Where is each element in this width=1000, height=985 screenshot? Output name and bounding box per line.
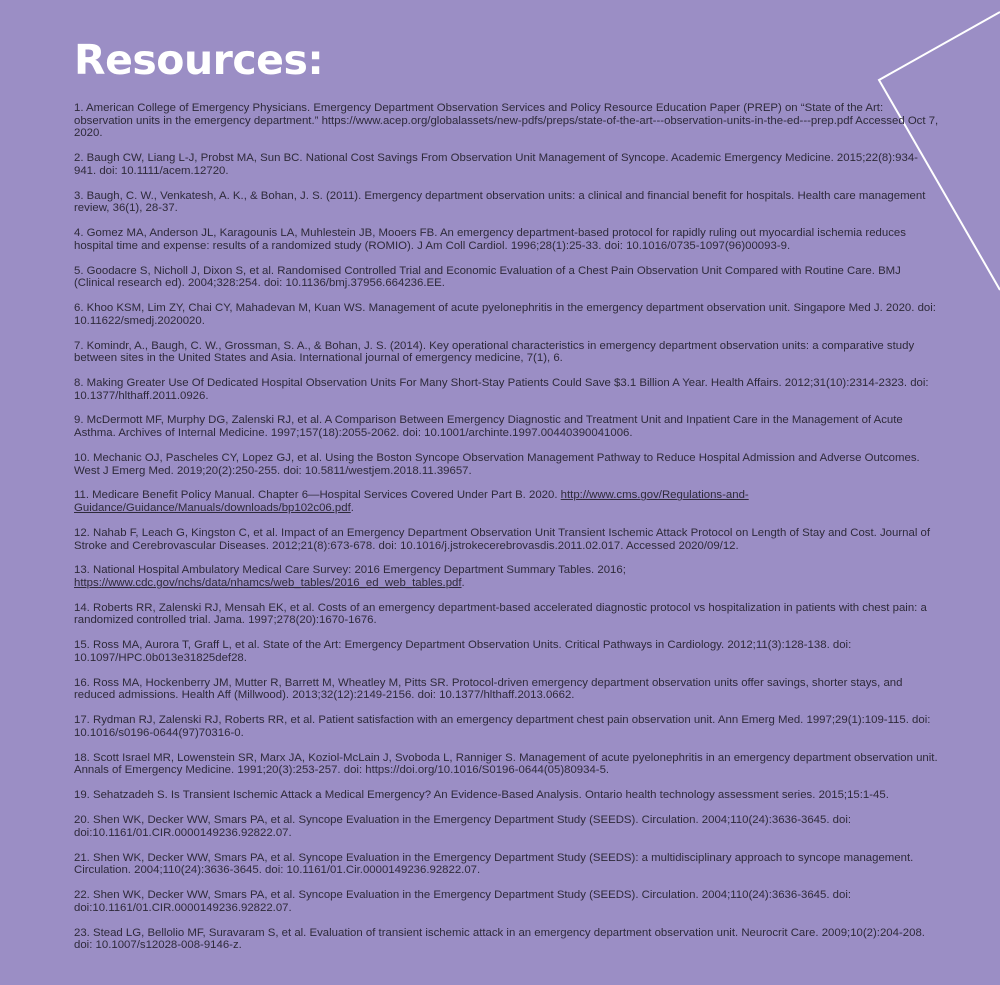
reference-text: 11. Medicare Benefit Policy Manual. Chapter 6—Hospital Services Covered Under Part B. 2020.	[74, 489, 561, 502]
reference-text: 9. McDermott MF, Murphy DG, Zalenski RJ, et al. A Comparison Between Emergency Diagnostic and Treatment Unit and Inpatient Care in the Management of Acute Asthma. Archives of Internal Medicine. 1997;157(18):2055-2062. doi: 10.1001/archinte.1997.00440390041006.	[74, 414, 903, 440]
reference-item	[74, 714, 940, 739]
reference-text: 4. Gomez MA, Anderson JL, Karagounis LA, Muhlestein JB, Mooers FB. An emergency department-based protocol for rapidly ruling out myocardial ischemia reduces hospital time and expense: results of a randomized study (ROMIO). J Am Coll Cardiol. 1996;28(1):25-33. doi: 10.1016/0735-1097(96)00093-9.	[74, 227, 906, 252]
reference-text: 8. Making Greater Use Of Dedicated Hospital Observation Units For Many Short-Stay Patients Could Save $3.1 Billion A Year. Health Affairs. 2012;31(10):2314-2323. doi: 10.1377/hlthaff.2011.0926.	[74, 376, 929, 402]
reference-text: 6. Khoo KSM, Lim ZY, Chai CY, Mahadevan M, Kuan WS. Management of acute pyelonephritis in the emergency department observation unit. Singapore Med J. 2020. doi: 10.11622/smedj.2020020.	[74, 302, 936, 327]
reference-link[interactable]: http://www.cms.gov/Regulations-and-Guidance/Guidance/Manuals/downloads/bp102c06.pdf	[74, 489, 749, 515]
reference-trailing-text: .	[350, 502, 354, 515]
reference-item	[74, 602, 940, 627]
reference-item	[74, 265, 940, 290]
reference-text: 1. American College of Emergency Physicians. Emergency Department Observation Services and Policy Resource Education Paper (PREP) on “State of the Art: observation units in the emergency department.” https://www.acep.org/globalassets/new-pdfs/preps/state-of-the-art---observation-units-in-the-ed---prep.pdf Accessed Oct 7, 2020.	[74, 102, 939, 140]
reference-item	[74, 527, 940, 552]
reference-text: 10. Mechanic OJ, Pascheles CY, Lopez GJ, et al. Using the Boston Syncope Observation Management Pathway to Reduce Hospital Admission and Adverse Outcomes. West J Emerg Med. 2019;20(2):250-255. doi: 10.5811/westjem.2018.11.39657.	[74, 451, 920, 477]
reference-text: 5. Goodacre S, Nicholl J, Dixon S, et al. Randomised Controlled Trial and Economic Evaluation of a Chest Pain Observation Unit Compared with Routine Care. BMJ (Clinical research ed). 2004;328:254. doi: 10.1136/bmj.37956.664236.EE.	[74, 264, 901, 290]
reference-item	[74, 190, 940, 215]
reference-text: 15. Ross MA, Aurora T, Graff L, et al. State of the Art: Emergency Department Observation Units. Critical Pathways in Cardiology. 2012;11(3):128-138. doi: 10.1097/HPC.0b013e31825def28.	[74, 639, 852, 664]
reference-text: 3. Baugh, C. W., Venkatesh, A. K., & Bohan, J. S. (2011). Emergency department observation units: a clinical and financial benefit for hospitals. Health care management review, 36(1), 28-37.	[74, 189, 926, 215]
reference-text: 17. Rydman RJ, Zalenski RJ, Roberts RR, et al. Patient satisfaction with an emergency department chest pain observation unit. Ann Emerg Med. 1997;29(1):109-115. doi: 10.1016/s0196-0644(97)70316-0.	[74, 714, 931, 739]
reference-trailing-text: .	[461, 577, 465, 589]
reference-text: 21. Shen WK, Decker WW, Smars PA, et al. Syncope Evaluation in the Emergency Department Study (SEEDS): a multidisciplinary approach to syncope management. Circulation. 2004;110(24):3636-3645. doi: 10.1161/01.Cir.0000149236.92822.07.	[74, 851, 914, 877]
reference-text: 18. Scott Israel MR, Lowenstein SR, Marx JA, Koziol-McLain J, Svoboda L, Ranniger S. Management of acute pyelonephritis in an emergency department observation unit. Annals of Emergency Medicine. 1991;20(3):253-257. doi: https://doi.org/10.1016/S0196-0644(05)80934-5.	[74, 751, 938, 777]
reference-item	[74, 639, 940, 664]
reference-text: 13. National Hospital Ambulatory Medical Care Survey: 2016 Emergency Department Summary Tables. 2016;	[74, 564, 626, 577]
reference-link[interactable]: https://www.cdc.gov/nchs/data/nhamcs/web_tables/2016_ed_web_tables.pdf	[74, 577, 462, 589]
reference-text: 20. Shen WK, Decker WW, Smars PA, et al. Syncope Evaluation in the Emergency Department Study (SEEDS). Circulation. 2004;110(24):3636-3645. doi: doi:10.1161/01.CIR.0000149236.92822.07.	[74, 814, 852, 839]
reference-item	[74, 927, 940, 952]
reference-text: 7. Komindr, A., Baugh, C. W., Grossman, S. A., & Bohan, J. S. (2014). Key operational characteristics in emergency department observation units: a comparative study between sites in the United States and Asia. International journal of emergency medicine, 7(1), 6.	[74, 339, 915, 365]
reference-item	[74, 489, 940, 514]
reference-text: 16. Ross MA, Hockenberry JM, Mutter R, Barrett M, Wheatley M, Pitts SR. Protocol-driven emergency department observation units offer savings, shorter stays, and reduced admissions. Health Aff (Millwood). 2013;32(12):2149-2156. doi: 10.1377/hlthaff.2013.0662.	[74, 676, 903, 702]
page-title: Resources:	[74, 36, 324, 84]
reference-item	[74, 814, 940, 839]
reference-text: 2. Baugh CW, Liang L-J, Probst MA, Sun BC. National Cost Savings From Observation Unit Management of Syncope. Academic Emergency Medicine. 2015;22(8):934-941. doi: 10.1111/acem.12720.	[74, 152, 918, 177]
references-list	[74, 102, 940, 964]
reference-item	[74, 152, 940, 177]
reference-text: 19. Sehatzadeh S. Is Transient Ischemic Attack a Medical Emergency? An Evidence-Based Analysis. Ontario health technology assessment series. 2015;15:1-45.	[74, 789, 889, 802]
reference-item	[74, 377, 940, 402]
reference-item	[74, 227, 940, 252]
reference-item	[74, 302, 940, 327]
reference-text: 23. Stead LG, Bellolio MF, Suravaram S, et al. Evaluation of transient ischemic attack in an emergency department observation unit. Neurocrit Care. 2009;10(2):204-208. doi: 10.1007/s12028-008-9146-z.	[74, 926, 925, 952]
reference-item	[74, 889, 940, 914]
reference-item	[74, 452, 940, 477]
reference-item	[74, 852, 940, 877]
reference-item	[74, 102, 940, 140]
reference-text: 22. Shen WK, Decker WW, Smars PA, et al. Syncope Evaluation in the Emergency Department Study (SEEDS). Circulation. 2004;110(24):3636-3645. doi: doi:10.1161/01.CIR.0000149236.92822.07.	[74, 889, 852, 914]
reference-item	[74, 789, 940, 802]
reference-text: 12. Nahab F, Leach G, Kingston C, et al. Impact of an Emergency Department Observation Unit Transient Ischemic Attack Protocol on Length of Stay and Cost. Journal of Stroke and Cerebrovascular Diseases. 2012;21(8):673-678. doi: 10.1016/j.jstrokecerebrovasdis.2011.02.017. Accessed 2020/09/12.	[74, 526, 931, 552]
reference-item	[74, 340, 940, 365]
reference-item	[74, 677, 940, 702]
reference-text: 14. Roberts RR, Zalenski RJ, Mensah EK, et al. Costs of an emergency department-based accelerated diagnostic protocol vs hospitalization in patients with chest pain: a randomized controlled trial. Jama. 1997;278(20):1670-1676.	[74, 601, 927, 627]
reference-item	[74, 564, 940, 589]
reference-item	[74, 414, 940, 439]
reference-item	[74, 752, 940, 777]
